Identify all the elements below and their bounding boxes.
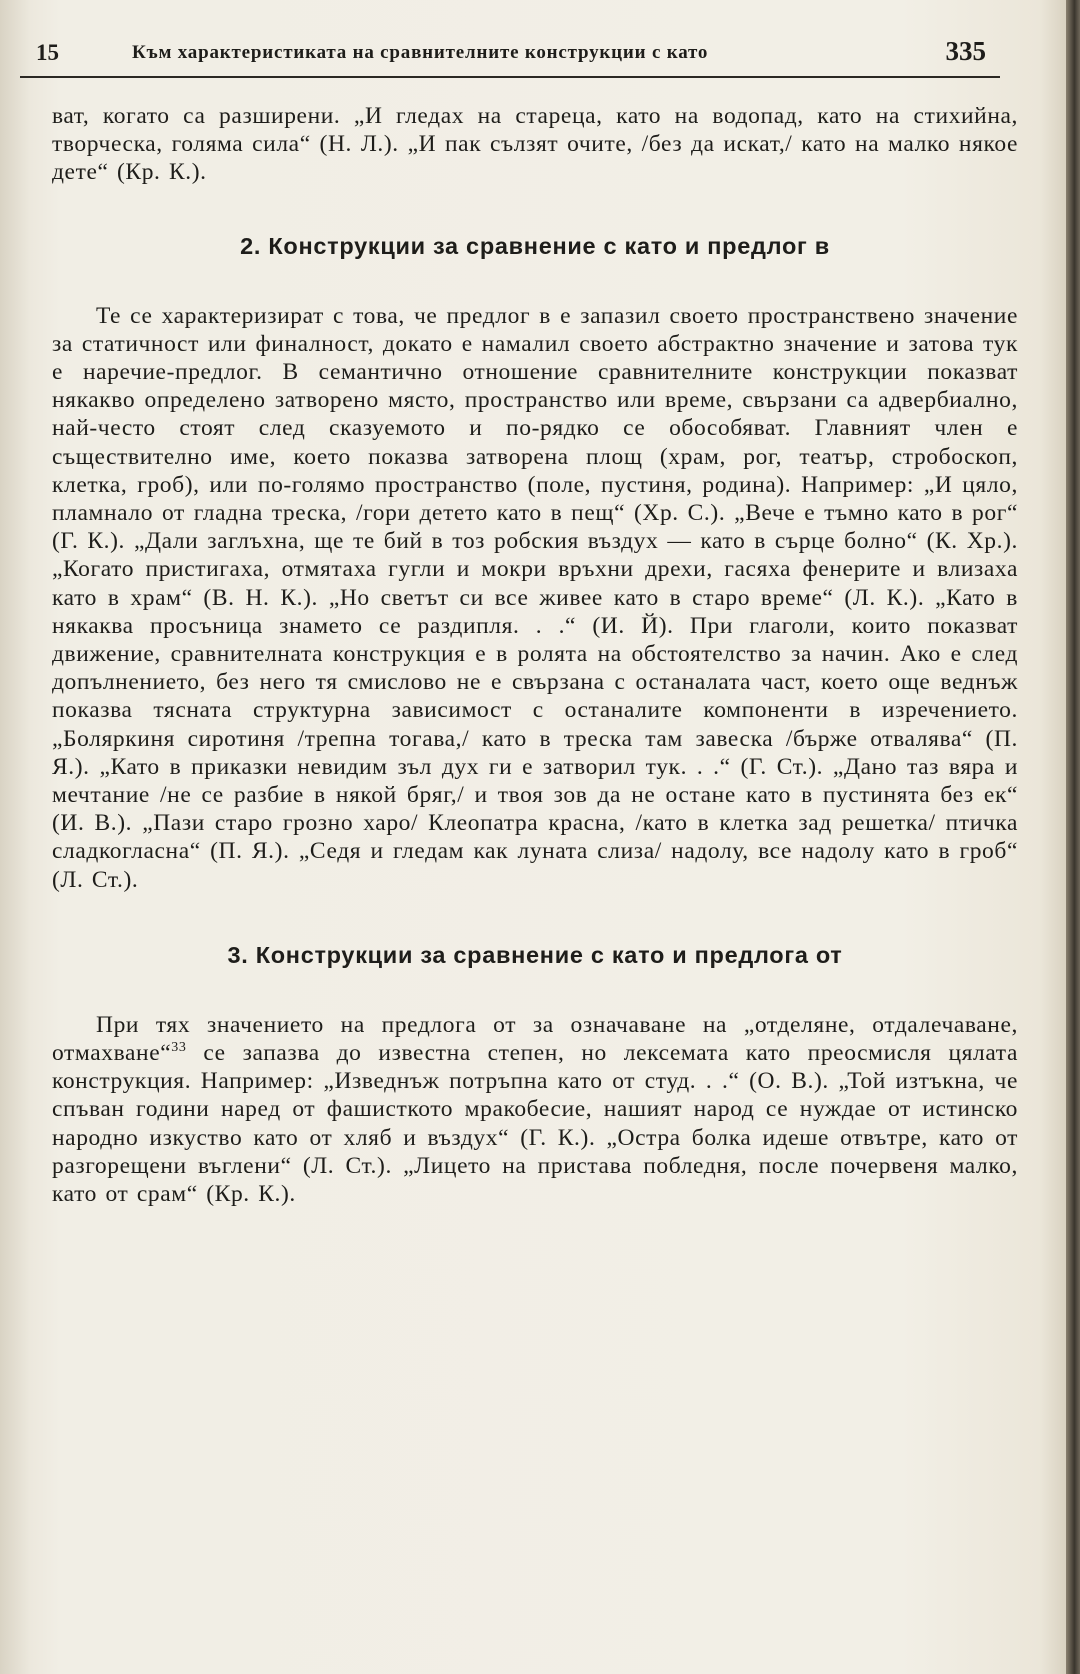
section-2-paragraph: Те се характеризират с това, че предлог в е запазил своето пространствено значение за статичност или финалност, докато е намалил своето абстрактно значение и затова тук е наречие-предлог. В семантично отношение сравнителните конструкции показват някакво определено затворено място, пространство или време, свързани са адвербиално, най-често стоят след сказуемото и по-рядко се обособяват. Главният член е съществително име, което показва затворена площ (храм, рог, театър, стробоскоп, клетка, гроб), или по-голямо пространство (поле, пустиня, родина). Например: „И цяло, пламнало от гладна треска, /гори детето като в пещ“ (Хр. С.). „Вече е тъмно като в рог“ (Г. К.). „Дали заглъхна, ще те бий в тоз робския въздух — като в сърце болно“ (К. Хр.). „Когато пристигаха, отмятаха гугли и мокри връхни дрехи, гасяха фенерите и влизаха като в храм“ (В. Н. К.). „Но светът си все живее като в старо време“ (Л. К.). „Като в някаква просъница знамето се раздипля. . .“ (И. Й). При глаголи, които показват движение, сравнителната конструкция е в ролята на обстоятелство за начин. Ако е след допълнението, без него тя смислово не е свързана с останалата част, което още веднъж показва тясната структурна зависимост с останалите компоненти в изречението. „Боляркиня сиротиня /трепна тогава,/ като в треска там завеска /бърже отвалява“ (П. Я.). „Като в приказки невидим зъл дух ги е затворил тук. . .“ (Г. Ст.). „Дано таз вяра и мечтание /не се разбие в някой бряг,/ и твоя зов да не остане като в пустинята без ек“ (И. В.). „Пази старо грозно харо/ Клеопатра красна, /като в клетка зад решетка/ птичка сладкогласна“ (П. Я.). „Седя и гледам как луната слиза/ надолу, все надолу като в гроб“ (Л. Ст.). [52,302,1018,893]
section-3-text-start: При тях значението на предлога от за означаване на „отделяне, отдалечаване, отмахване“ [52,1011,1018,1067]
running-title-keyword: като [666,42,709,63]
section-3-paragraph [52,1011,1018,1208]
running-title [132,42,708,64]
section-heading-2: 2. Конструкции за сравнение с като и предлог в [240,232,830,259]
running-header [36,36,986,76]
page-body [52,102,1018,1208]
footnote-reference: 33 [171,1040,187,1056]
page-number: 335 [945,36,986,66]
paragraph-continuation: ват, когато са разширени. „И гледах на стареца, като на водопад, като на стихийна, творческа, голяма сила“ (Н. Л.). „И пак сълзят очите, /без да искат,/ като на малко някое дете“ (Кр. К.). [52,103,1018,186]
section-3-text-end: се запазва до известна степен, но лексемата като преосмисля цялата конструкция. Например: „Изведнъж потръпна като от студ. . .“ (О. В.). „Той изтъкна, че спъван години наред от фашисткото мракобесие, нашият народ се нуждае от истинско народно изкуство като от хляб и въздух“ (Г. К.). „Остра болка идеше отвътре, като от разгорещени въглени“ (Л. Ст.). „Лицето на пристава побледня, после почервеня малко, като от срам“ (Кр. К.). [52,1040,1018,1208]
header-rule [20,76,1000,78]
chapter-number: 15 [36,40,59,65]
section-heading-3: 3. Конструкции за сравнение с като и предлога от [227,941,843,968]
running-title-text: Към характеристиката на сравнителните конструкции с [132,42,662,63]
binding-edge [1066,0,1080,1674]
